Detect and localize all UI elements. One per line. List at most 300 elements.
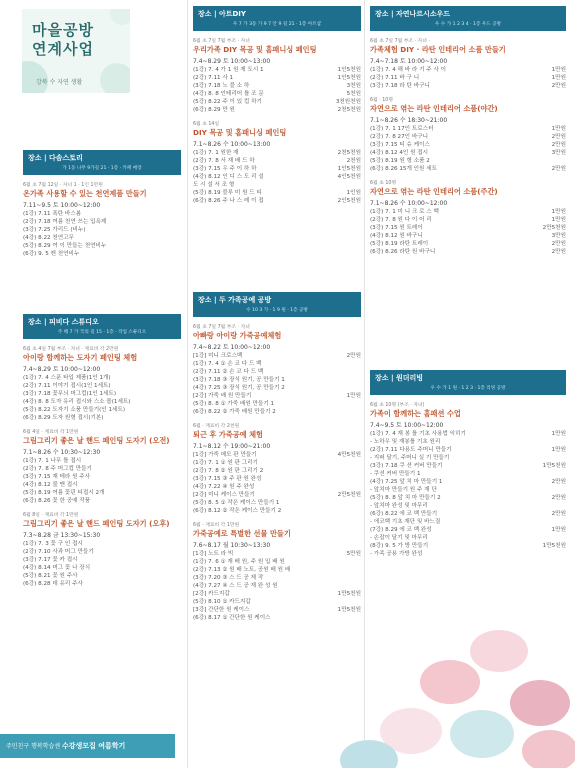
program-title: 가족이 함께하는 홈패션 수업 (370, 409, 461, 418)
session-label: (1강) 7. 4 재 봉 틀 기초 사용법 익히기 (370, 431, 466, 437)
section-title: 장소 | 다솜스토리 (28, 154, 83, 162)
session-label: - 쿠션 커버 만들기 1 (370, 471, 421, 477)
macaron-image (300, 590, 575, 768)
session-list (193, 149, 361, 205)
program-schedule: 7.11~9.5 토 10:00~12:00 (23, 202, 101, 209)
session-label: (2강) 7.11 ② 손 코 다 드 백 (193, 369, 264, 375)
session-row (193, 400, 361, 408)
session-fee (359, 582, 361, 590)
session-row (370, 470, 566, 478)
program-meta: 6월 초 7일 7월 부조 · 자녀 (193, 39, 250, 44)
session-fee (179, 497, 181, 505)
session-fee: 2만원 (551, 83, 566, 89)
session-label: (1강) 7. 4 ① 손 코 다 드 백 (193, 361, 262, 367)
session-label: (6강) 8.26 15개 인원 세트 (370, 166, 438, 172)
session-row (370, 462, 566, 470)
program-title: 아이랑 함께하는 도자기 페인팅 체험 (23, 353, 138, 362)
session-row (193, 197, 361, 205)
session-row (370, 133, 566, 141)
session-row (193, 189, 361, 197)
section-title: 장소 | 피비다 스튜디오 (28, 318, 99, 326)
session-fee: 2만원 (551, 134, 566, 140)
session-row (370, 510, 566, 518)
session-row (23, 390, 181, 398)
session-label: (1강) 7. 4 스푼 타입 제품(1인 1개) (23, 375, 111, 381)
session-fee (564, 486, 566, 494)
session-row (23, 564, 181, 572)
program-list (193, 37, 361, 205)
session-label: (2강) 7.11 사 1 (193, 75, 234, 81)
session-fee (179, 481, 181, 489)
session-row (370, 518, 566, 526)
session-row (23, 556, 181, 564)
program-list (370, 401, 566, 558)
session-label: (1강) 7. 3 꽃 구 인 접시 (23, 541, 83, 547)
section-title: 장소 | 아트DIY (198, 10, 246, 18)
session-fee (359, 376, 361, 384)
session-label: [1강] 노트 라 빅 (193, 551, 234, 557)
session-row (370, 526, 566, 534)
section-address: 우 수 가 1 원 · 1 2 3 · 1층 리빙 공방 (430, 386, 506, 391)
session-row (193, 483, 361, 491)
session-row (193, 408, 361, 416)
session-fee (359, 566, 361, 574)
session-row (370, 82, 566, 90)
session-row (193, 352, 361, 360)
session-fee: 5만원 (346, 551, 361, 557)
session-fee (179, 226, 181, 234)
session-row (193, 157, 361, 165)
session-row (370, 224, 566, 232)
session-fee: 1만원 (346, 393, 361, 399)
session-row (370, 157, 566, 165)
session-fee: 2만원 (551, 511, 566, 517)
program-schedule: 7.4~8.22 토 10:00~12:00 (193, 344, 271, 351)
session-fee (179, 414, 181, 422)
session-fee: 2천5천원 (337, 107, 361, 113)
page-title (32, 21, 94, 59)
session-label: (4강) 8.14 머그 꽃 나 장식 (23, 565, 91, 571)
session-row (193, 181, 361, 189)
session-fee (179, 382, 181, 390)
session-label: (5강) 8.19 원 형 소품 2 (370, 158, 430, 164)
session-row (23, 218, 181, 226)
session-label: (2강) 7. 8 원 다 이 어 리 (370, 217, 432, 223)
session-label: (4강) 8.12 불 맨 접시 (23, 482, 78, 488)
session-row (23, 226, 181, 234)
program-title: 우리가족 DIY 목공 및 홈패니싱 페인팅 (193, 45, 317, 54)
session-fee: 2만원 (551, 495, 566, 501)
session-row (23, 540, 181, 548)
section-wonder (370, 370, 566, 558)
section-address: 가 1동 나무 9가길 21 · 1층 · 카페 매장 (62, 166, 142, 171)
session-fee (359, 475, 361, 483)
session-label: (6강) 8.22 에 코 백 만들기 (370, 511, 438, 517)
session-fee: 3천원천원 (335, 99, 361, 105)
bottom-banner (0, 734, 175, 758)
session-label: 도 시 설 서 조 형 (193, 182, 235, 188)
session-label: (2강) 7. 8 27인 바구니 (370, 134, 429, 140)
session-label: [2강] 미니 케이스 만들기 (193, 492, 255, 498)
session-label: - 지퍼 달기, 주머니 실 기 만들기 (370, 455, 450, 461)
session-label: (1강) 7. 1 17인 트로스터 (370, 126, 434, 132)
session-fee: 2만원 (551, 166, 566, 172)
session-label: (5강) 8. 8 ① 가죽 배원 만들기 1 (193, 401, 275, 407)
session-row (23, 457, 181, 465)
session-list (370, 125, 566, 173)
session-fee (179, 390, 181, 398)
title-line-2: 연계사업 (32, 39, 94, 58)
program-block (193, 422, 361, 515)
session-fee (564, 470, 566, 478)
program-block (23, 181, 181, 258)
title-line-1: 마을공방 (32, 21, 94, 39)
session-row (370, 141, 566, 149)
session-row (370, 454, 566, 462)
session-label: (3강) 7.15 우 주 이 하 하 (193, 166, 257, 172)
session-row (370, 478, 566, 486)
session-row (193, 149, 361, 157)
program-list (370, 37, 566, 256)
program-block (370, 401, 566, 558)
session-row (23, 548, 181, 556)
session-label: (4강) 8.12 원 바구니 (370, 233, 423, 239)
session-fee: 2만원 (551, 142, 566, 148)
session-label: (6강) 8.29 도자 원형 접시(기본) (23, 415, 104, 421)
session-label: (6강) 8.26 주 나 스 레 이 접 (193, 198, 264, 204)
session-label: - 손잡이 달기 및 마무리 (370, 535, 428, 541)
session-row (193, 467, 361, 475)
program-title: 그림그리기 좋은 날 핸드 페인팅 도자기 (오전) (23, 436, 170, 445)
program-title: 자연으로 엮는 라탄 인테리어 소품(주간) (370, 187, 498, 196)
session-label: (3강) 7.25 가리드 (비누) (23, 227, 86, 233)
session-label: (1강) 7. 1 원한 재 (193, 150, 239, 156)
program-meta: 6월 · 재료비 각 1만원 (193, 523, 240, 528)
session-label: (4강) 7.22 ④ 원 주 완성 (193, 484, 255, 490)
session-row (193, 173, 361, 181)
session-label: (1강) 7. 1 나무 틀 접시 (23, 458, 82, 464)
session-label: (4강) 8.22 천연고무 (23, 235, 74, 241)
session-label: (5강) 8.22 주 이 있 컵 하기 (193, 99, 262, 105)
session-label: - 노하우 및 재봉틀 기초 원리 (370, 439, 441, 445)
session-label: (1강) 7. 1 미 니 크 로 스 백 (370, 209, 439, 215)
session-fee (359, 408, 361, 416)
session-fee: 2만원 (551, 479, 566, 485)
session-label: (2강) 7.11 이야기 접시(1인 1세트) (23, 383, 111, 389)
section-rattan (370, 6, 566, 256)
session-list (370, 208, 566, 256)
session-fee: 1만원 (551, 527, 566, 533)
program-meta: 6월 초 10명 (370, 181, 397, 186)
session-row (23, 382, 181, 390)
session-fee: 3천원 (346, 83, 361, 89)
leaf-decoration (110, 9, 130, 25)
session-label: (3강) 7.15 티 슈 케이스 (370, 142, 430, 148)
session-fee (179, 540, 181, 548)
program-block (193, 120, 361, 205)
session-label: (8강) 9. 5 가 방 만들기 (370, 543, 429, 549)
session-row (193, 558, 361, 566)
session-fee (179, 489, 181, 497)
session-fee (564, 454, 566, 462)
program-meta: 6월 초 7월 12일 · 자녀 1 · 1인 1만원 (23, 183, 103, 188)
session-row (193, 376, 361, 384)
session-fee (179, 473, 181, 481)
session-label: (5강) 8.21 꽃 원 주사 (23, 573, 78, 579)
session-label: (4강) 8.12 인 디 스 도 리 설 (193, 174, 264, 180)
session-label: (5강) 8. 8 앞 치 마 만들기 2 (370, 495, 441, 501)
program-meta: 6월 초 14일 (193, 122, 220, 127)
session-row (193, 74, 361, 82)
session-row (23, 580, 181, 588)
session-fee (359, 558, 361, 566)
session-fee: 3만원 (551, 150, 566, 156)
session-row (193, 582, 361, 590)
program-meta: 6월 · 10명 (370, 98, 393, 103)
program-schedule: 7.4~8.29 토 10:00~13:00 (193, 58, 271, 65)
session-fee (179, 465, 181, 473)
session-row (23, 250, 181, 258)
session-fee: 1인원 (346, 190, 361, 196)
session-row (370, 66, 566, 74)
session-fee (564, 550, 566, 558)
session-row (23, 481, 181, 489)
session-fee: 1만5천원 (542, 543, 566, 549)
session-fee: 2만원 (551, 241, 566, 247)
session-fee (179, 564, 181, 572)
session-row (193, 491, 361, 499)
session-fee: 2인5천원 (337, 198, 361, 204)
session-label: - 가족 공용 가방 완성 (370, 551, 423, 557)
session-list (370, 66, 566, 90)
program-schedule: 7.4~8.29 토 10:00~12:00 (23, 366, 101, 373)
session-row (370, 125, 566, 133)
program-block (193, 323, 361, 416)
section-header (23, 150, 181, 175)
program-title: 온가족 사용할 수 있는 천연제품 만들기 (23, 189, 147, 198)
session-row (193, 566, 361, 574)
session-list (23, 457, 181, 505)
session-row (370, 494, 566, 502)
session-row (370, 502, 566, 510)
session-label: (2강) 7.10 사과 머그 만들기 (23, 549, 94, 555)
session-label: (6강) 8.17 ① 간단한 원 케이스 (193, 615, 271, 621)
session-row (193, 82, 361, 90)
session-row (193, 106, 361, 114)
session-row (370, 149, 566, 157)
session-label: [2강] 카드지갑 (193, 591, 230, 597)
section-title: 장소 | 원더리빙 (375, 374, 424, 382)
session-fee (564, 157, 566, 165)
session-fee: 1만5천원 (542, 463, 566, 469)
session-row (370, 240, 566, 248)
session-label: (3강) 7.18 ③ 장식 원기, 공 만들기 1 (193, 377, 285, 383)
session-fee: 1만원 (551, 67, 566, 73)
program-schedule: 7.3~8.28 금 13:30~15:30 (23, 532, 101, 539)
session-label: (3강) 7.18 쿠 션 커버 만들기 (370, 463, 443, 469)
program-schedule: 7.1~8.26 수 10:30~12:30 (23, 449, 101, 456)
session-fee (359, 400, 361, 408)
section-artdiy (193, 6, 361, 205)
session-list (193, 352, 361, 416)
session-row (23, 210, 181, 218)
session-row (23, 242, 181, 250)
session-label: - 앞치마 완성 및 마무리 (370, 503, 428, 509)
title-card (22, 9, 130, 93)
session-label: (6강) 9. 5 캔 천연비누 (23, 251, 80, 257)
section-header (193, 292, 361, 317)
program-title: 그림그리기 좋은 날 핸드 페인팅 도자기 (오후) (23, 519, 170, 528)
session-row (23, 497, 181, 505)
session-list (193, 66, 361, 114)
session-label: (3강) 7.18 라 탄 바구니 (370, 83, 430, 89)
program-meta: 6월 · 재료비 각 2천원 (193, 424, 240, 429)
session-label: (3강) 7.15 원 트레이 (370, 225, 423, 231)
section-header (370, 6, 566, 31)
session-row (370, 208, 566, 216)
session-label: (6강) 8.28 데 유리 주사 (23, 581, 83, 587)
program-block (370, 37, 566, 90)
session-label: (6강) 8.26 꽃 한 공예 작품 (23, 498, 91, 504)
session-fee (564, 534, 566, 542)
session-row (370, 534, 566, 542)
session-fee (359, 574, 361, 582)
section-leather (193, 292, 361, 622)
session-fee (564, 438, 566, 446)
session-fee: 1만원 (551, 75, 566, 81)
program-meta: 6월 초 7일 7월 부조 · 자녀 (193, 325, 250, 330)
session-label: (4강) 8.12 4인 원 접시 (370, 150, 429, 156)
program-schedule: 7.1~8.26 수 10:00~12:00 (370, 200, 448, 207)
section-pibida (23, 314, 181, 588)
session-row (23, 489, 181, 497)
session-row (193, 368, 361, 376)
session-label: [1강] 가죽 메모 판 만들기 (193, 452, 257, 458)
session-row (23, 406, 181, 414)
session-fee: 4만5천원 (337, 452, 361, 458)
session-fee (359, 483, 361, 491)
program-list (23, 181, 181, 258)
session-fee (179, 457, 181, 465)
session-label: (5강) 8.10 ① 카드지갑 (193, 599, 251, 605)
session-fee: 2만원 (551, 249, 566, 255)
title-subtitle: 강북 수 자연 생활 (36, 79, 83, 86)
session-label: (7강) 8.29 에 코 백 완성 (370, 527, 432, 533)
section-header (193, 6, 361, 31)
session-row (370, 542, 566, 550)
section-title: 장소 | 자연나르시소우드 (375, 10, 451, 18)
session-label: (2강) 7.18 여름 천연 쓰는 입욕제 (23, 219, 107, 225)
session-label: (1강) 7. 4 가 1 원 재 도시 1 (193, 67, 264, 73)
section-address: 수 10 3 가 · 1 9 원 · 1층 공방 (246, 308, 308, 313)
banner-title: 수강생모집 여름학기 (61, 742, 126, 750)
session-row (193, 574, 361, 582)
program-block (23, 428, 181, 505)
program-list (193, 323, 361, 622)
session-row (23, 234, 181, 242)
session-fee (359, 499, 361, 507)
session-fee (179, 242, 181, 250)
session-fee: 2만원 (346, 353, 361, 359)
program-schedule: 7.1~8.12 수 19:00~21:00 (193, 443, 271, 450)
session-fee: 3만원 (551, 233, 566, 239)
session-fee (179, 548, 181, 556)
program-block (370, 96, 566, 173)
session-fee: 1만원 (551, 126, 566, 132)
session-label: (6강) 8.29 만 원 (193, 107, 235, 113)
session-label: (2강) 7.11 다용도 주머니 만들기 (370, 447, 452, 453)
session-label: (3강) 7.17 꽃 카 접시 (23, 557, 78, 563)
program-schedule: 7.1~8.26 수 10:00~13:00 (193, 141, 271, 148)
session-row (370, 232, 566, 240)
session-label: (4강) 7.27 ④ 스 드 공 재 완 성 원 (193, 583, 278, 589)
session-row (23, 572, 181, 580)
section-title: 장소 | 두 가족공예 공방 (198, 296, 272, 304)
session-row (193, 550, 361, 558)
program-list (23, 345, 181, 588)
session-label: (4강) 7.25 ③ 장식 원기, 공 만들기 2 (193, 385, 285, 391)
program-title: DIY 목공 및 홈패니싱 페인팅 (193, 128, 287, 137)
session-fee (359, 459, 361, 467)
session-label: (3강) 7.20 ③ 스 드 공 제 작 (193, 575, 264, 581)
session-label: [2강] 가죽 배 원 만들기 (193, 393, 252, 399)
session-fee (359, 467, 361, 475)
session-fee: 2만5천원 (542, 225, 566, 231)
session-row (370, 486, 566, 494)
session-row (193, 360, 361, 368)
session-row (370, 165, 566, 173)
column-divider (187, 0, 188, 768)
session-row (370, 248, 566, 256)
session-fee: 4인5천원 (337, 174, 361, 180)
session-row (193, 392, 361, 400)
session-fee (179, 218, 181, 226)
session-list (193, 451, 361, 515)
program-schedule: 7.4~7.18 토 10:00~12:00 (370, 58, 448, 65)
session-fee (359, 384, 361, 392)
session-label: (4강) 8. 8 인테리어 틀 조 문 (193, 91, 264, 97)
session-fee: 1만원 (551, 431, 566, 437)
session-fee: 1인5천원 (337, 166, 361, 172)
session-fee: 2천5천원 (337, 150, 361, 156)
session-row (193, 384, 361, 392)
section-dasom (23, 150, 181, 258)
session-row (370, 216, 566, 224)
session-label: (2강) 7. 8 주 머그컵 만들기 (23, 466, 92, 472)
program-title: 퇴근 후 가죽공예 체험 (193, 430, 263, 439)
column-left (0, 0, 185, 768)
session-fee (564, 518, 566, 526)
session-row (193, 451, 361, 459)
session-label: (6강) 8.26 라탄 원 바구니 (370, 249, 436, 255)
session-fee: 2천원 (346, 158, 361, 164)
session-fee (179, 210, 181, 218)
session-row (23, 465, 181, 473)
session-label: (3강) 7.18 꽃무늬 머그컵(1인 1세트) (23, 391, 117, 397)
session-label: - 앞치마 만들기 원 주 재 단 (370, 487, 437, 493)
session-row (193, 499, 361, 507)
session-row (193, 90, 361, 98)
session-label: (5강) 8.19 라탄 트레이 (370, 241, 429, 247)
session-fee: 5천원 (346, 91, 361, 97)
program-meta: 6월 초 10명 (부조 · 자녀) (370, 403, 425, 408)
session-label: (4강) 7.25 앞 치 마 만들기 1 (370, 479, 443, 485)
session-fee: 1만원 (551, 447, 566, 453)
session-label: [1강] 미니 크로스백 (193, 353, 243, 359)
session-label: (1강) 7. 1 ① 원 판 그리기 (193, 460, 258, 466)
session-label: (2강) 7. 8 ② 원 판 그리기 2 (193, 468, 264, 474)
session-fee (179, 556, 181, 564)
